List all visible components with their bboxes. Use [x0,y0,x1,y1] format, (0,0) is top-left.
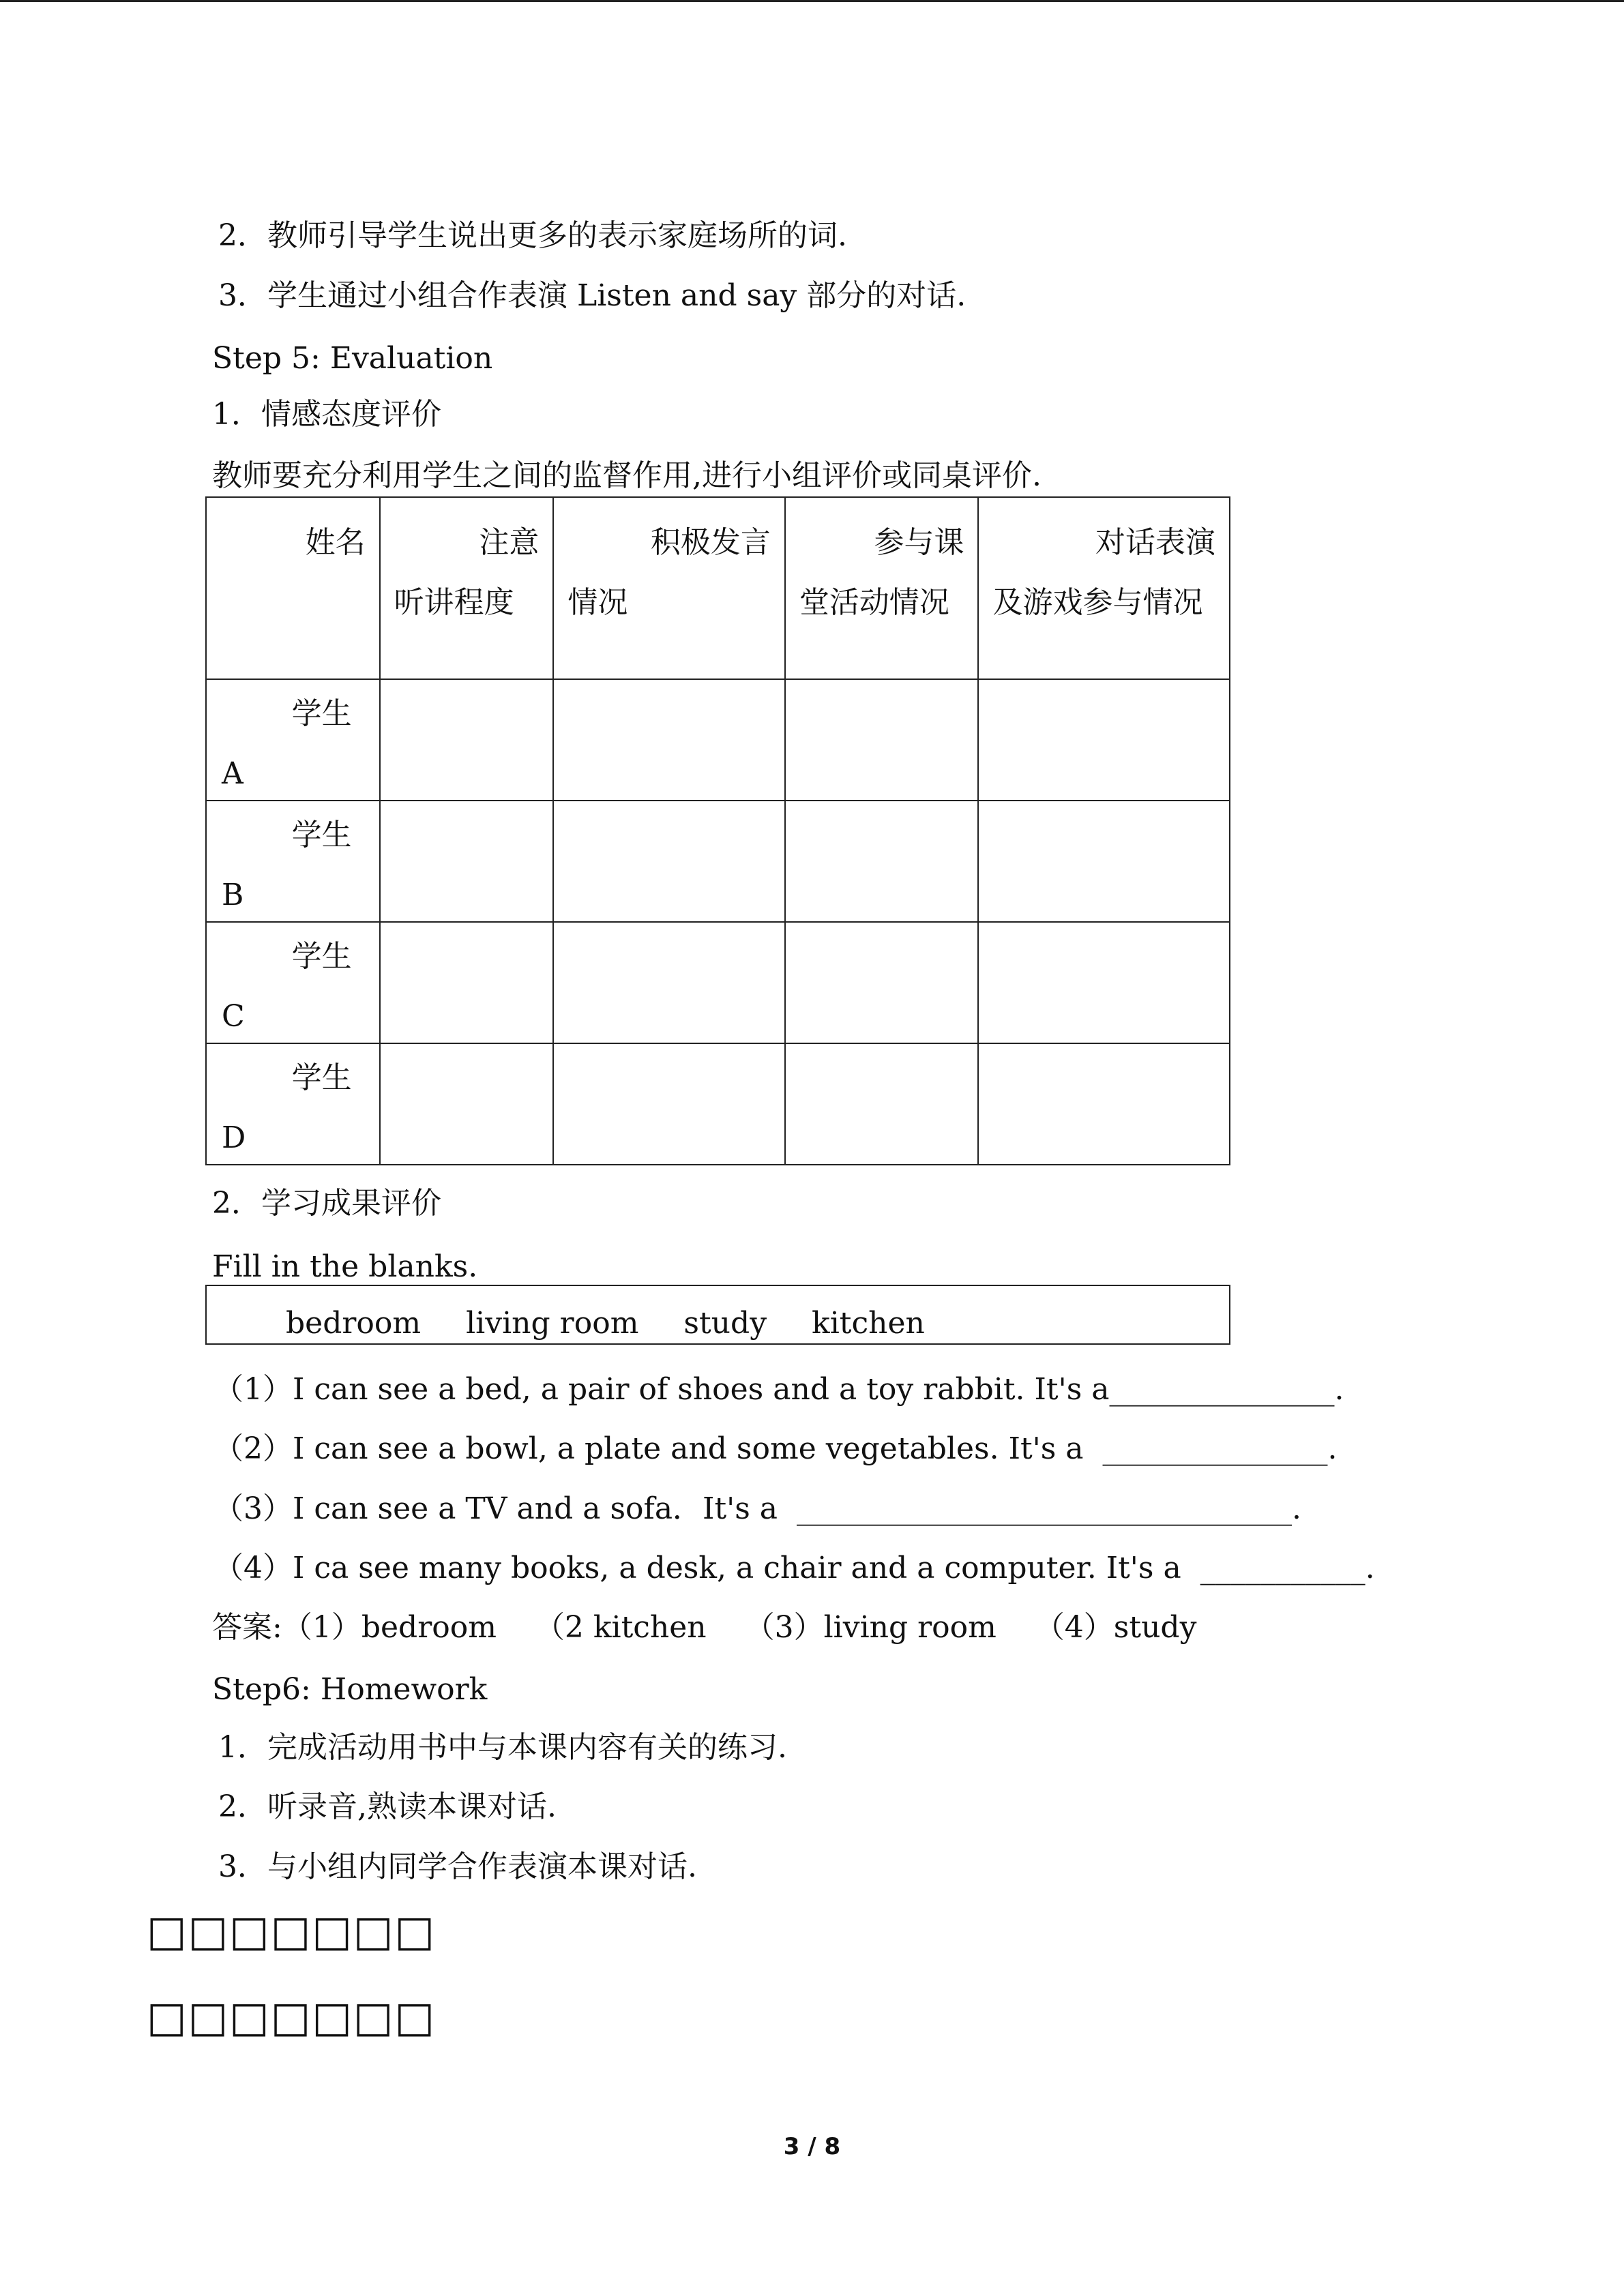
header-attention: 注意 听讲程度 [380,497,554,679]
word-bank [205,1285,1230,1345]
eval1-title: 1．情感态度评价 [212,397,441,432]
step4-item-2: 2．教师引导学生说出更多的表示家庭场所的词. [218,218,847,253]
header-dialogue: 对话表演 及游戏参与情况 [978,497,1230,679]
student-label: 学生 [291,939,352,974]
missing-glyph-heading: □□□□□□□ [147,1992,437,2042]
step4-item-3: 3．学生通过小组合作表演 Listen and say 部分的对话. [218,278,966,313]
table-row [206,679,1230,801]
student-label: 学生 [291,1060,352,1095]
step5-heading: Step 5: Evaluation [212,341,493,376]
table-row [206,801,1230,922]
word-bank-item: kitchen [812,1306,925,1341]
question-1: （1）I can see a bed, a pair of shoes and a toy rabbit. It's a_______________. [213,1372,1344,1407]
header-participation: 参与课 堂活动情况 [785,497,979,679]
word-bank-item: study [683,1306,767,1341]
page-number: 3 / 8 [783,2133,841,2160]
table-row [206,1043,1230,1165]
header-speaking: 积极发言 情况 [553,497,785,679]
homework-3: 3．与小组内同学合作表演本课对话. [218,1849,697,1884]
eval2-title: 2．学习成果评价 [212,1186,441,1221]
question-3: （3）I can see a TV and a sofa．It's a _________________________________. [213,1491,1301,1526]
header-name: 姓名 [206,497,380,679]
word-bank-item: bedroom [286,1306,422,1341]
answer-key: 答案:（1）bedroom （2 kitchen （3）living room （4）study [212,1610,1197,1645]
evaluation-table [205,496,1230,1165]
table-row [206,922,1230,1043]
question-4: （4）I ca see many books, a desk, a chair and a computer. It's a ___________. [213,1551,1375,1585]
student-label: 学生 [291,696,352,731]
table-header-row [206,497,1230,679]
student-letter: D [222,1120,246,1155]
homework-2: 2．听录音,熟读本课对话. [218,1789,557,1824]
step6-heading: Step6: Homework [212,1672,488,1707]
fill-instruction: Fill in the blanks. [212,1249,478,1284]
homework-1: 1．完成活动用书中与本课内容有关的练习. [218,1730,787,1765]
top-border [0,0,1624,2]
student-letter: C [222,999,245,1034]
eval1-description: 教师要充分利用学生之间的监督作用,进行小组评价或同桌评价. [212,458,1042,493]
word-bank-item: living room [466,1306,639,1341]
student-letter: A [222,756,243,791]
student-letter: B [222,878,244,912]
student-label: 学生 [291,818,352,852]
missing-glyph-heading: □□□□□□□ [147,1906,437,1956]
question-2: （2）I can see a bowl, a plate and some vegetables. It's a _______________. [213,1431,1338,1466]
